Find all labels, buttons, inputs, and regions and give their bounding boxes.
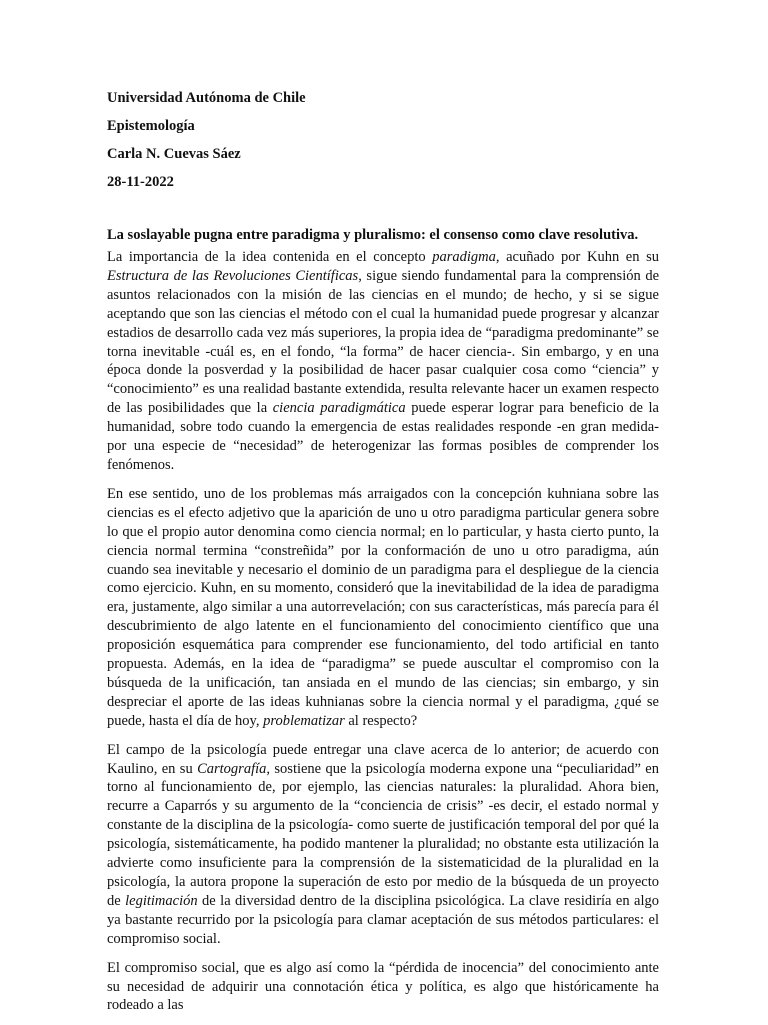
italic-term: legitimación [125,892,198,909]
text-run: puede esperar lograr para beneficio de la humanidad, sobre todo cuando la emergencia de estas realidades responde -en gran medida- por una especie de “necesidad” de heterogenizar las formas posibles de comprender los fenómenos. [107,400,659,473]
text-run: En ese sentido, uno de los problemas más arraigados con la concepción kuhniana sobre las ciencias es el efecto adjetivo que la aparición de uno u otro paradigma particular genera sobre lo que el propio autor denomina como ciencia normal; en lo particular, y hasta cierto punto, la ciencia normal termina “constreñida” por la conformación de uno u otro paradigma, aún cuando sea inevitable y necesario el dominio de un paradigma para el despliegue de la ciencia como ejercicio. Kuhn, en su momento, consideró que la inevitabilidad de la idea de paradigma era, justamente, algo similar a una autorrevelación; con sus características, más parecía para él descubrimiento de algo latente en el funcionamiento del conocimiento científico que una proposición esquemática para comprender ese funcionamiento, del todo artificial en tanto propuesta. Además, en la idea de “paradigma” se puede auscultar el compromiso con la búsqueda de la unificación, tan ansiada en el mundo de las ciencias; sin embargo, y sin despreciar el aporte de las ideas kuhnianas sobre la ciencia normal y el paradigma, ¿qué se puede, hasta el día de hoy, [107,485,659,729]
course-name: Epistemología [107,118,195,134]
italic-book-title: Estructura de las Revoluciones Científicas [107,267,359,284]
text-run: , sigue siendo fundamental para la comprensión de asuntos relacionados con la misión de las ciencias en el mundo; de hecho, y si se sigue aceptando que son las ciencias el método con el cual la humanidad puede progresar y alcanzar estadios de desarrollo cada vez más superiores, la propia idea de “paradigma predominante” se torna inevitable -cuál es, en el fondo, “la forma” de hacer ciencia-. Sin embargo, y en una época donde la posverdad y la posibilidad de hacer pasar cualquier cosa como “ciencia” y “conocimiento” es una realidad bastante extendida, resulta relevante hacer un examen respecto de las posibilidades que la [107,267,660,417]
italic-term: problematizar [263,712,345,729]
paragraph-3 [107,741,659,949]
document-date: 28-11-2022 [107,174,174,190]
document-body [107,89,659,1025]
paragraph-2 [107,485,659,731]
text-run: El campo de la psicología puede entregar una clave acerca de lo anterior; de acuerdo con Kaulino, en su [107,741,659,777]
paragraph-4 [107,959,659,1016]
italic-term: paradigma [432,249,496,265]
italic-book-title: Cartografía, [197,760,271,777]
author-name: Carla N. Cuevas Sáez [107,146,241,162]
paragraph-1 [107,248,659,475]
text-run: , acuñado por Kuhn en su [495,249,659,265]
text-run: El compromiso social, que es algo así como la “pérdida de inocencia” del conocimiento ante su necesidad de adquirir una connotación ética y política, es algo que históricamente ha rodeado a las [107,959,659,1014]
essay-title: La soslayable pugna entre paradigma y pluralismo: el consenso como clave resolutiva. [107,227,639,243]
text-run: sostiene que la psicología moderna expone una “peculiaridad” en torno al funcionamiento de, por ejemplo, las ciencias naturales: la pluralidad. Ahora bien, recurre a Caparrós y su argumento de la “conciencia de crisis” -es decir, el estado normal y constante de la disciplina de la psicología- como suerte de justificación temporal del por qué la psicología, sistemáticamente, ha podido mantener la pluralidad; no obstante esta utilización la advierte como insuficiente para la comprensión de la sistematicidad de la pluralidad en la psicología, la autora propone la superación de esto por medio de la búsqueda de un proyecto de [107,760,659,909]
italic-term: ciencia paradigmática [272,400,406,417]
text-run: de la diversidad dentro de la disciplina psicológica. La clave residiría en algo ya bastante recurrido por la psicología para clamar aceptación de sus métodos particulares: el compromiso social. [107,892,660,947]
institution-name: Universidad Autónoma de Chile [107,90,306,106]
text-run: La importancia de la idea contenida en el concepto [107,249,433,265]
text-run: al respecto? [344,712,418,729]
